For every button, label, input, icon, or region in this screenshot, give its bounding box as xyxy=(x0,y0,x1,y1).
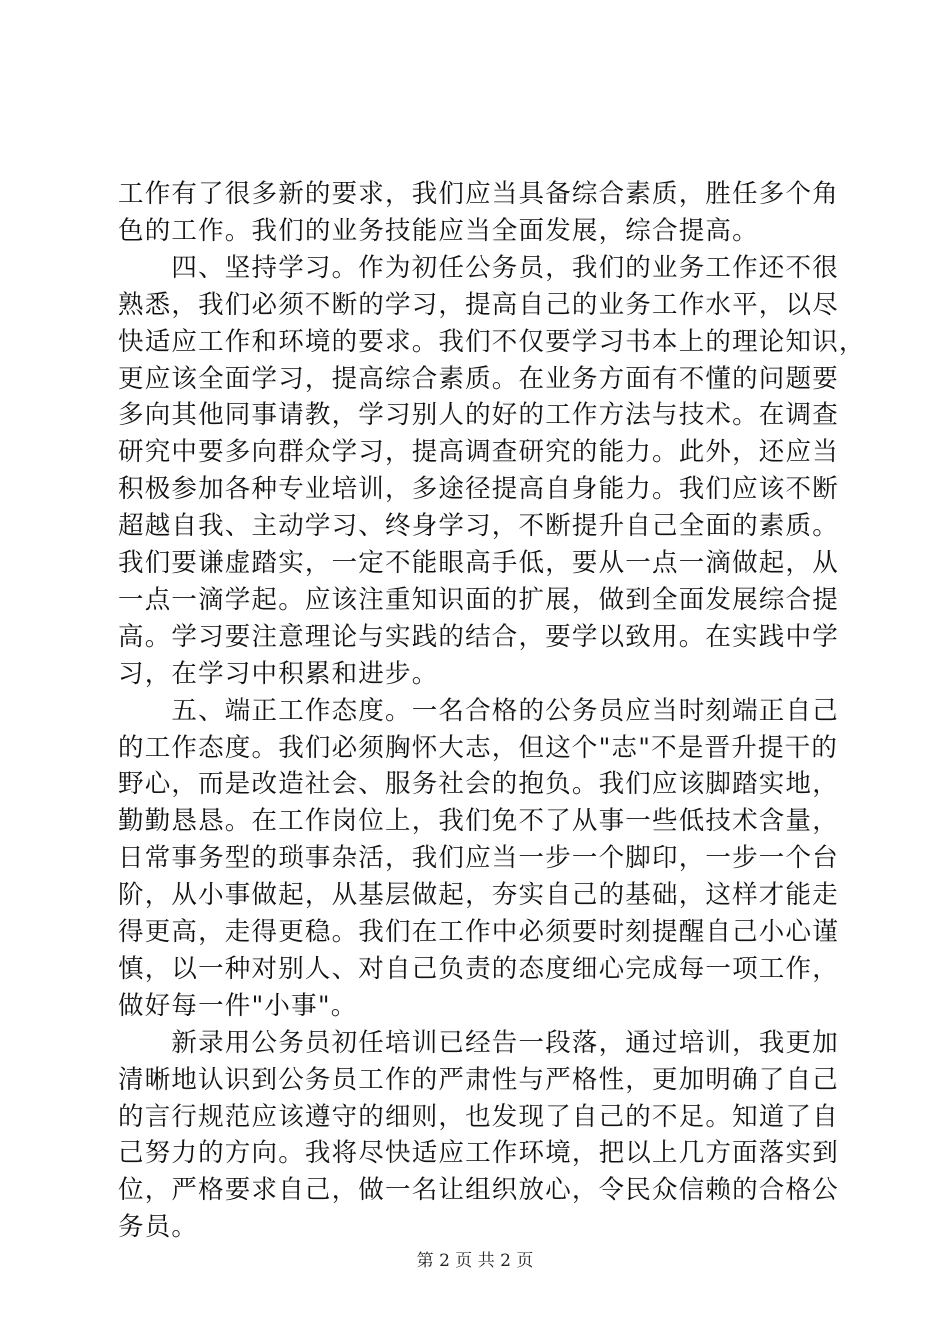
text-line: 我们要谦虚踏实，一定不能眼高手低，要从一点一滴做起，从 xyxy=(118,548,839,578)
text-line: 日常事务型的琐事杂活，我们应当一步一个脚印，一步一个台 xyxy=(118,843,839,874)
text-line: 勤勤恳恳。在工作岗位上，我们免不了从事一些低技术含量， xyxy=(118,806,839,837)
text-line: 更应该全面学习，提高综合素质。在业务方面有不懂的问题要 xyxy=(118,363,839,394)
text-line: 四、坚持学习。作为初任公务员，我们的业务工作还不很 xyxy=(118,252,839,283)
text-line: 多向其他同事请教，学习别人的好的工作方法与技术。在调查 xyxy=(118,400,839,431)
text-line: 研究中要多向群众学习，提高调查研究的能力。此外，还应当 xyxy=(118,437,839,468)
text-line: 高。学习要注意理论与实践的结合，要学以致用。在实践中学 xyxy=(118,621,839,652)
text-line: 熟悉，我们必须不断的学习，提高自己的业务工作水平，以尽 xyxy=(118,289,839,320)
text-line: 野心，而是改造社会、服务社会的抱负。我们应该脚踏实地， xyxy=(118,769,839,800)
text-line: 超越自我、主动学习、终身学习，不断提升自己全面的素质。 xyxy=(118,511,839,542)
text-line: 快适应工作和环境的要求。我们不仅要学习书本上的理论知识， xyxy=(118,326,866,357)
text-line: 己努力的方向。我将尽快适应工作环境，把以上几方面落实到 xyxy=(118,1138,839,1169)
text-line: 的工作态度。我们必须胸怀大志，但这个"志"不是晋升提干的 xyxy=(118,732,839,763)
text-line: 新录用公务员初任培训已经告一段落，通过培训，我更加 xyxy=(118,1027,839,1058)
text-line: 位，严格要求自己，做一名让组织放心，令民众信赖的合格公 xyxy=(118,1175,839,1206)
text-line: 色的工作。我们的业务技能应当全面发展，综合提高。 xyxy=(118,215,759,246)
text-line: 得更高，走得更稳。我们在工作中必须要时刻提醒自己小心谨 xyxy=(118,917,839,947)
text-line: 清晰地认识到公务员工作的严肃性与严格性，更加明确了自己 xyxy=(118,1064,839,1095)
page-footer: 第 2 页 共 2 页 xyxy=(416,1251,534,1271)
text-line: 慎，以一种对别人、对自己负责的态度细心完成每一项工作， xyxy=(118,953,839,984)
text-line: 一点一滴学起。应该注重知识面的扩展，做到全面发展综合提 xyxy=(118,584,839,615)
text-line: 工作有了很多新的要求，我们应当具备综合素质，胜任多个角 xyxy=(118,179,839,209)
text-line: 积极参加各种专业培训，多途径提高自身能力。我们应该不断 xyxy=(118,474,839,505)
text-line: 做好每一件"小事"。 xyxy=(118,990,358,1021)
text-line: 阶，从小事做起，从基层做起，夯实自己的基础，这样才能走 xyxy=(118,880,839,911)
text-line: 的言行规范应该遵守的细则，也发现了自己的不足。知道了自 xyxy=(118,1101,839,1132)
text-line: 五、端正工作态度。一名合格的公务员应当时刻端正自己 xyxy=(118,695,839,726)
text-line: 习，在学习中积累和进步。 xyxy=(118,658,439,689)
text-line: 务员。 xyxy=(118,1212,199,1243)
